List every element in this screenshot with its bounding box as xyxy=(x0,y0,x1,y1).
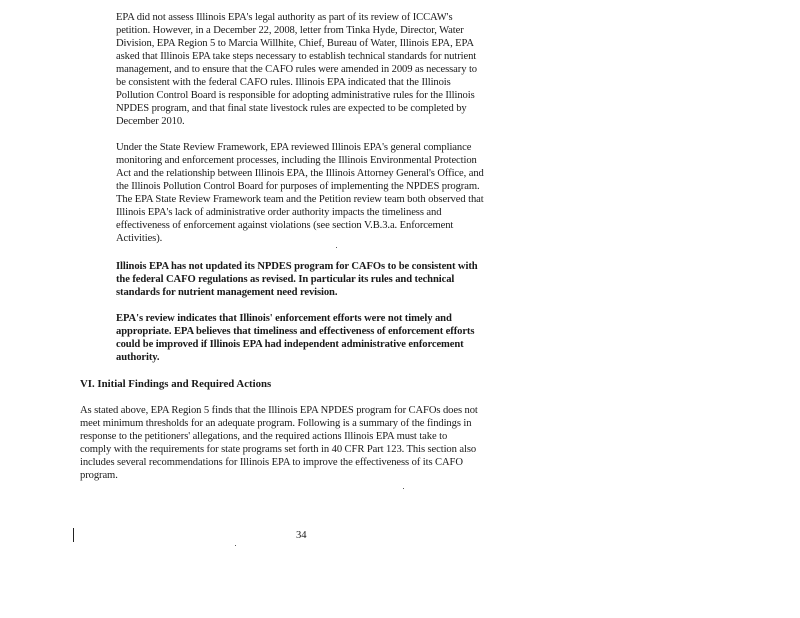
text-line: petition. However, in a December 22, 2008, letter from Tinka Hyde, Director, Water xyxy=(116,25,464,37)
text-line: December 2010. xyxy=(116,116,185,128)
text-line: As stated above, EPA Region 5 finds that the Illinois EPA NPDES program for CAFOs does not xyxy=(80,405,478,416)
paragraph-legal-authority xyxy=(116,11,516,128)
text-line: standards for nutrient management need revision. xyxy=(116,287,338,299)
text-line: be consistent with the federal CAFO rules. Illinois EPA indicated that the Illinois xyxy=(116,77,451,89)
text-line: monitoring and enforcement processes, including the Illinois Environmental Protection xyxy=(116,155,477,167)
text-line: appropriate. EPA believes that timeliness and effectiveness of enforcement efforts xyxy=(116,326,475,338)
text-line: The EPA State Review Framework team and the Petition review team both observed that xyxy=(116,194,484,206)
margin-bar xyxy=(73,528,74,542)
text-line: comply with the requirements for state programs set forth in 40 CFR Part 123. This section also xyxy=(80,444,477,456)
paragraph-initial-findings xyxy=(80,404,526,482)
text-line: response to the petitioners' allegations, and the required actions Illinois EPA must take to xyxy=(80,431,448,443)
section-heading: VI. Initial Findings and Required Actions xyxy=(80,378,272,390)
scan-speck xyxy=(403,488,404,489)
text-line: authority. xyxy=(116,352,160,364)
text-line: EPA's review indicates that Illinois' enforcement efforts were not timely and xyxy=(116,313,452,324)
text-line: the Illinois Pollution Control Board for purposes of implementing the NPDES program. xyxy=(116,181,480,193)
text-line: Division, EPA Region 5 to Marcia Willhite, Chief, Bureau of Water, Illinois EPA, EPA xyxy=(116,38,474,50)
text-line: could be improved if Illinois EPA had independent administrative enforcement xyxy=(116,339,464,351)
finding-enforcement-not-timely xyxy=(116,312,516,364)
text-line: Illinois EPA's lack of administrative order authority impacts the timeliness and xyxy=(116,207,442,219)
text-line: includes several recommendations for Illinois EPA to improve the effectiveness of its CAFO xyxy=(80,457,463,469)
text-line: NPDES program, and that final state livestock rules are expected to be completed by xyxy=(116,103,467,115)
text-line: asked that Illinois EPA take steps necessary to establish technical standards for nutrient xyxy=(116,51,477,63)
text-line: Act and the relationship between Illinois EPA, the Illinois Attorney General's Office, and xyxy=(116,168,484,180)
text-line: meet minimum thresholds for an adequate program. Following is a summary of the findings in xyxy=(80,418,472,430)
text-line: Illinois EPA has not updated its NPDES program for CAFOs to be consistent with xyxy=(116,261,478,272)
scan-speck xyxy=(336,247,337,248)
text-line: EPA did not assess Illinois EPA's legal authority as part of its review of ICCAW's xyxy=(116,12,453,23)
page-number: 34 xyxy=(296,530,307,541)
paragraph-state-review-framework xyxy=(116,141,526,245)
text-line: program. xyxy=(80,470,118,482)
text-line: the federal CAFO regulations as revised. In particular its rules and technical xyxy=(116,274,455,286)
text-line: Under the State Review Framework, EPA reviewed Illinois EPA's general compliance xyxy=(116,142,472,153)
text-line: Activities). xyxy=(116,233,163,245)
text-line: management, and to ensure that the CAFO rules were amended in 2009 as necessary to xyxy=(116,64,477,76)
text-line: effectiveness of enforcement against violations (see section V.B.3.a. Enforcement xyxy=(116,220,454,232)
text-line: Pollution Control Board is responsible for adopting administrative rules for the Illinois xyxy=(116,90,475,102)
finding-npdes-not-updated xyxy=(116,260,516,299)
scan-speck xyxy=(235,545,236,546)
